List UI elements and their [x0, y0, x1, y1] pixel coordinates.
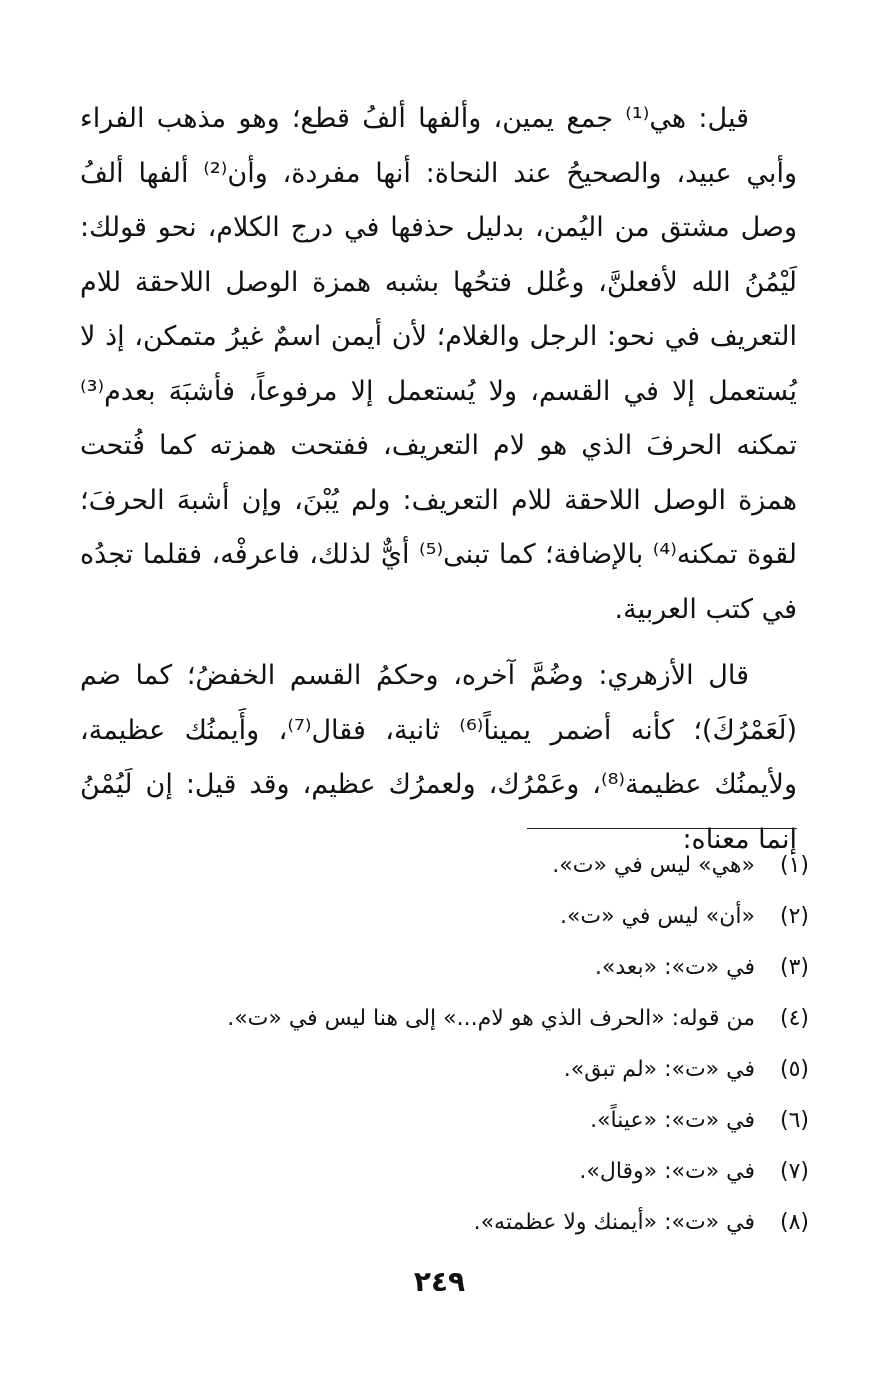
- page-number: ٢٤٩: [413, 1265, 466, 1298]
- footnote-number: (١): [779, 853, 809, 878]
- footnote-number: (٢): [779, 904, 809, 929]
- footnote-5: [80, 1044, 809, 1095]
- paragraph-1: قيل: هي⁽¹⁾ جمع يمين، وألفها ألفُ قطع؛ وهو مذهب الفراء وأبي عبيد، والصحيحُ عند النحاة: أنها مفردة، وأن⁽²⁾ ألفها ألفُ وصل مشتق من اليُمن، بدليل حذفها في درج الكلام، نحو قولك: لَيْمُنُ الله لأفعلنَّ، وعُلل فتحُها بشبه همزة الوصل اللاحقة للام التعريف في نحو: الرجل والغلام؛ لأن أيمن اسمٌ غيرُ متمكن، إذ لا يُستعمل إلا في القسم، ولا يُستعمل إلا مرفوعاً، فأشبَهَ بعدم⁽³⁾ تمكنه الحرفَ الذي هو لام التعريف، ففتحت همزته كما فُتحت همزة الوصل اللاحقة للام التعريف: ولم يُبْنَ، وإن أشبهَ الحرفَ؛ لقوة تمكنه⁽⁴⁾ بالإضافة؛ كما تبنى⁽⁵⁾ أيٌّ لذلك، فاعرفْه، فقلما تجدُه في كتب العربية.: [80, 103, 797, 625]
- footnote-8: [80, 1197, 809, 1248]
- footnotes-list: [80, 840, 809, 1248]
- footnote-number: (٨): [779, 1210, 809, 1235]
- footnote-number: (٥): [779, 1057, 809, 1082]
- footnote-7: [80, 1146, 809, 1197]
- footnote-2: [80, 891, 809, 942]
- footnote-separator: [527, 828, 797, 829]
- footnote-4: [80, 993, 809, 1044]
- footnote-text: «أن» ليس في «ت».: [559, 904, 755, 929]
- paragraph-2: قال الأزهري: وضُمَّ آخره، وحكمُ القسم الخفضُ؛ كما ضم (لَعَمْرُكَ)؛ كأنه أضمر يميناً⁽⁶⁾ ثانية، فقال⁽⁷⁾، وأَيمنُك عظيمة، ولأيمنُك عظيمة⁽⁸⁾، وعَمْرُك، ولعمرُك عظيم، وقد قيل: إن لَيُمْنُ إنما معناه:: [80, 660, 797, 855]
- footnote-number: (٧): [779, 1159, 809, 1184]
- footnote-number: (٤): [779, 1006, 809, 1031]
- footnote-text: «هي» ليس في «ت».: [552, 853, 755, 878]
- footnote-text: من قوله: «الحرف الذي هو لام...» إلى هنا ليس في «ت».: [227, 1006, 755, 1031]
- main-text: [80, 92, 797, 867]
- footnote-text: في «ت»: «عيناً».: [590, 1108, 755, 1133]
- footnote-text: في «ت»: «بعد».: [594, 955, 755, 980]
- footnote-text: في «ت»: «وقال».: [579, 1159, 755, 1184]
- footnote-number: (٦): [779, 1108, 809, 1133]
- footnote-3: [80, 942, 809, 993]
- footnote-1: [80, 840, 809, 891]
- footnote-6: [80, 1095, 809, 1146]
- footnote-number: (٣): [779, 955, 809, 980]
- footnote-text: في «ت»: «أيمنك ولا عظمته».: [473, 1210, 755, 1235]
- footnote-text: في «ت»: «لم تبق».: [563, 1057, 755, 1082]
